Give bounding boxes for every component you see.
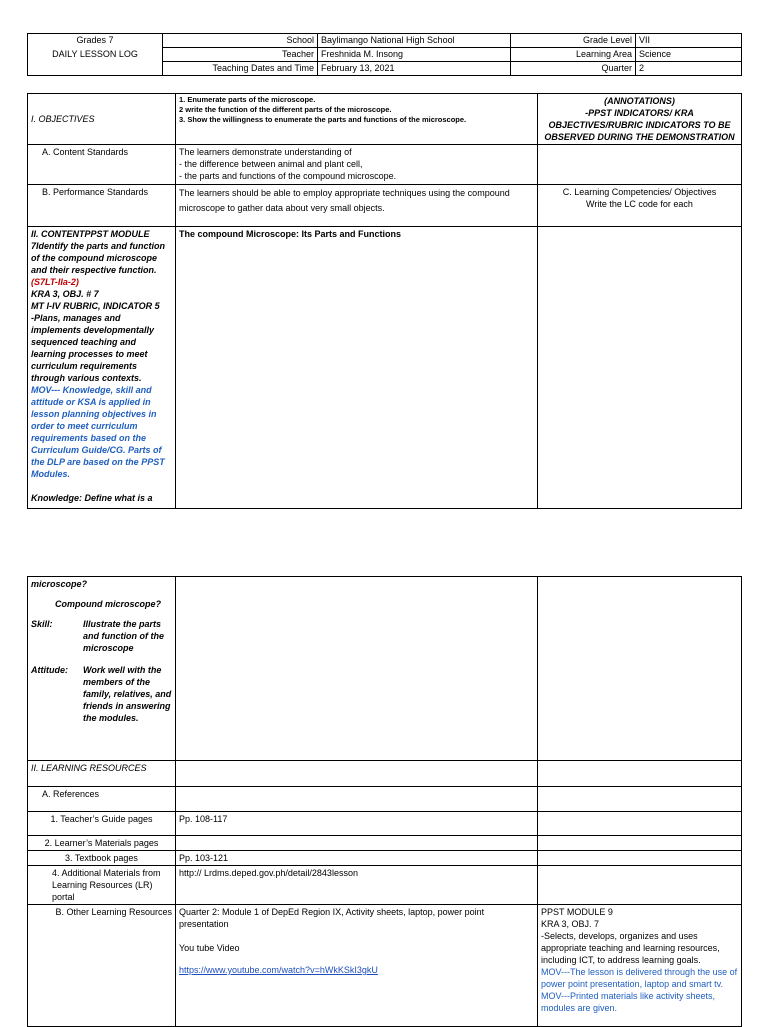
teacher-label: Teacher — [163, 48, 318, 62]
content-cell — [28, 227, 176, 509]
attitude-text: Work well with the members of the family, relatives, and friends in answering the modules. — [83, 665, 172, 723]
additional-materials-value: http:// Lrdms.deped.gov.ph/detail/2843lesson — [176, 866, 538, 905]
youtube-link[interactable]: https://www.youtube.com/watch?v=hWkKSkI3gkU — [179, 965, 378, 975]
objectives-label: I. OBJECTIVES — [28, 94, 176, 145]
learning-area-label: Learning Area — [511, 48, 636, 62]
header-table — [27, 33, 742, 76]
grades-text: Grades 7 — [76, 35, 114, 45]
ppst-mov-2: MOV---Printed materials like activity sheets, modules are given. — [541, 991, 716, 1013]
skill-label: Skill: — [31, 619, 53, 629]
teacher-value: Freshnida M. Insong — [318, 48, 511, 62]
other-resources-label: B. Other Learning Resources — [28, 905, 176, 1027]
dates-label: Teaching Dates and Time — [163, 62, 318, 76]
school-value: Baylimango National High School — [318, 34, 511, 48]
content-knowledge: Knowledge: Define what is a — [31, 493, 153, 503]
ppst-annotation-cell — [538, 905, 742, 1027]
school-label: School — [163, 34, 318, 48]
content-standards-annotation — [538, 145, 742, 185]
ksa-annotation — [538, 577, 742, 761]
log-title: DAILY LESSON LOG — [28, 48, 163, 62]
references-annotation — [538, 787, 742, 812]
objectives-list — [176, 94, 538, 145]
textbook-value: Pp. 103-121 — [176, 851, 538, 866]
content-kra: KRA 3, OBJ. # 7 — [31, 289, 99, 299]
content-standards-label: A. Content Standards — [28, 145, 176, 185]
attitude-label: Attitude: — [31, 665, 68, 675]
grade-level-value: VII — [636, 34, 742, 48]
content-standards-line2: - the difference between animal and plant cell, — [179, 159, 363, 169]
teachers-guide-label: 1. Teacher’s Guide pages — [28, 812, 176, 836]
content-mov: MOV--- Knowledge, skill and attitude or KSA is applied in lesson planning objectives in order to meet curriculum requirements based on the Curriculum Guide/CG. Parts of the DLP are based on the PPST Modules. — [31, 385, 165, 479]
youtube-label: You tube Video — [179, 943, 240, 953]
learning-competencies-cell — [538, 185, 742, 227]
ppst-text: -Selects, develops, organizes and uses appropriate teaching and learning resources, including ICT, to address learning goals. — [541, 931, 720, 965]
content-annotation — [538, 227, 742, 509]
objective-3: 3. Show the willingness to enumerate the parts and functions of the microscope. — [179, 115, 467, 124]
learning-competencies-note: Write the LC code for each — [586, 199, 693, 209]
learning-area-value: Science — [636, 48, 742, 62]
content-standards-line3: - the parts and functions of the compound microscope. — [179, 171, 397, 181]
additional-materials-label: 4. Additional Materials from Learning Resources (LR) portal — [28, 866, 176, 905]
content-plans: -Plans, manages and implements developmentally sequenced teaching and learning processes to meet curriculum requirements through various contexts. — [31, 313, 155, 383]
learners-materials-annotation — [538, 836, 742, 851]
grade-level-label: Grade Level — [511, 34, 636, 48]
ksa-microscope: microscope? — [31, 579, 88, 589]
teachers-guide-annotation — [538, 812, 742, 836]
ksa-compound: Compound microscope? — [55, 599, 162, 609]
dates-value: February 13, 2021 — [318, 62, 511, 76]
ksa-mid — [176, 577, 538, 761]
ppst-kra: KRA 3, OBJ. 7 — [541, 919, 600, 929]
lesson-table-2 — [27, 576, 742, 1027]
references-mid — [176, 787, 538, 812]
textbook-annotation — [538, 851, 742, 866]
teachers-guide-value: Pp. 108-117 — [176, 812, 538, 836]
learners-materials-label: 2. Learner’s Materials pages — [28, 836, 176, 851]
textbook-label: 3. Textbook pages — [28, 851, 176, 866]
learning-resources-mid — [176, 761, 538, 787]
performance-standards-text: The learners should be able to employ appropriate techniques using the compound microscope to gather data about very small objects. — [176, 185, 538, 227]
learning-competencies-label: C. Learning Competencies/ Objectives — [562, 187, 717, 197]
performance-standards-label: B. Performance Standards — [28, 185, 176, 227]
objective-2: 2 write the function of the different parts of the microscope. — [179, 105, 392, 114]
learners-materials-value — [176, 836, 538, 851]
annotations-cell — [538, 94, 742, 145]
skill-text: Illustrate the parts and function of the microscope — [83, 619, 164, 653]
ppst-module: PPST MODULE 9 — [541, 907, 613, 917]
content-topic: The compound Microscope: Its Parts and Functions — [176, 227, 538, 509]
annotations-text: -PPST INDICATORS/ KRA OBJECTIVES/RUBRIC INDICATORS TO BE OBSERVED DURING THE DEMONSTRATION — [544, 108, 735, 142]
content-code: (S7LT-IIa-2) — [31, 277, 79, 287]
ksa-cell — [28, 577, 176, 761]
annotations-title: (ANNOTATIONS) — [604, 96, 675, 106]
content-standards-line1: The learners demonstrate understanding of — [179, 147, 352, 157]
other-resources-value: Quarter 2: Module 1 of DepEd Region IX, Activity sheets, laptop, power point presentation — [179, 907, 485, 929]
other-resources-cell — [176, 905, 538, 1027]
quarter-label: Quarter — [511, 62, 636, 76]
content-standards-text — [176, 145, 538, 185]
ppst-mov-1: MOV---The lesson is delivered through the use of power point presentation, laptop and smart tv. — [541, 967, 738, 989]
quarter-value: 2 — [636, 62, 742, 76]
references-label: A. References — [28, 787, 176, 812]
learning-resources-annotation — [538, 761, 742, 787]
learning-resources-label: II. LEARNING RESOURCES — [28, 761, 176, 787]
content-label: II. CONTENTPPST MODULE 7Identify the parts and function of the compound microscope and their respective function. — [31, 229, 166, 275]
content-mt: MT I-IV RUBRIC, INDICATOR 5 — [31, 301, 160, 311]
objective-1: 1. Enumerate parts of the microscope. — [179, 95, 316, 104]
lesson-table-1 — [27, 93, 742, 509]
additional-materials-annotation — [538, 866, 742, 905]
